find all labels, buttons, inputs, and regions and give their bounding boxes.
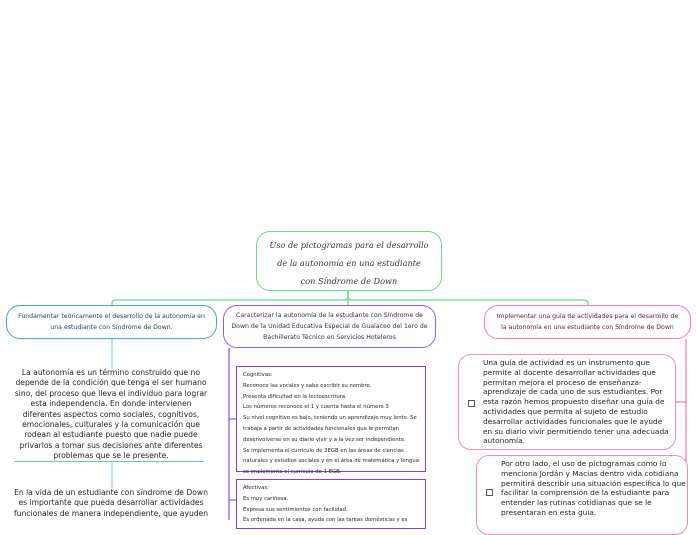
branch-implementar-line-2: la autonomía en una estudiante con Síndrome de Down <box>501 324 674 331</box>
vida-estudiante-text[interactable] <box>14 488 208 519</box>
connector-central-to-right <box>348 296 588 305</box>
cognitivas-line-8: Se implementa el currículo de 3EGB en las áreas de ciencias <box>243 447 404 454</box>
autonomia-line-2: depende de la condición que tenga el ser humano <box>15 378 207 388</box>
branch-caracterizar-line-3: Bachillerato Técnico en Servicios Hoteleros <box>263 334 396 341</box>
autonomia-line-7: rodean al estudiante puesto que nadie puede <box>24 430 198 440</box>
guia-line-6: actividades que permita al sujeto de estudio <box>483 406 648 416</box>
cognitivas-line-4: Los números reconoce el 1 y cuenta hasta el número 3 <box>243 404 389 411</box>
pictogramas-line-1: Por otro lado, el uso de pictogramas como lo <box>501 459 667 468</box>
central-topic[interactable] <box>256 231 442 291</box>
autonomia-line-8: privarlos a tomar sus decisiones ante diferentes <box>19 440 203 450</box>
central-topic-line-1: Uso de pictogramas para el desarrollo <box>269 240 429 250</box>
branch-fundamentar-line-2: una estudiante con Síndrome de Down. <box>50 324 173 331</box>
central-topic-line-3: con Síndrome de Down <box>300 276 398 286</box>
connector-central-to-left <box>112 291 348 305</box>
pictogramas-line-5: entender las rutinas cotidianas que se le <box>501 498 652 508</box>
guia-line-1: Una guía de actividad es un instrumento que <box>483 358 650 367</box>
autonomia-text-underline <box>14 461 204 462</box>
checkbox-icon[interactable] <box>486 489 493 496</box>
autonomia-line-4: esta independencia. En donde intervienen <box>30 399 192 409</box>
pictogramas-line-3: permitirá describir una situación específica lo que <box>501 478 686 488</box>
vida-line-1: En la vida de un estudiante con síndrome de Down <box>14 488 208 497</box>
afectivas-box[interactable] <box>236 479 426 529</box>
autonomia-definition-text[interactable] <box>14 368 208 462</box>
pictogramas-line-4: facilitar la comprensión de la estudiante para <box>501 488 670 498</box>
branch-implementar-line-1: Implementar una guía de actividades para el desarrollo de <box>496 313 679 320</box>
cognitivas-line-7: desenvolverse en su diario vivir y a la vez ser independiente. <box>243 436 406 443</box>
cognitivas-line-6: trabaja a partir de actividades funcionales que le permitan <box>243 425 399 432</box>
checkbox-icon[interactable] <box>468 400 475 407</box>
cognitivas-line-2: Reconoce las vocales y sabe escribir su nombre. <box>243 382 372 389</box>
branch-fundamentar-line-1: Fundamentar teóricamente el desarrollo de la autonomía en <box>18 313 205 320</box>
cognitivas-line-10: se implementa el currículo de 1 EGB. <box>243 469 342 476</box>
autonomia-line-5: diferentes aspectos como sociales, cognitivos, <box>22 409 200 419</box>
guia-actividad-box[interactable] <box>458 354 676 450</box>
cognitivas-box[interactable] <box>236 366 426 476</box>
guia-line-2: permite al docente desarrollar actividades que <box>483 367 656 377</box>
pictogramas-line-2: menciona Jordán y Macías dentro vida cotidiana <box>501 468 679 478</box>
branch-caracterizar[interactable] <box>223 305 436 348</box>
guia-line-8: en su diario vivir permitiendo tener una adecuada <box>483 426 669 436</box>
vida-line-3: funcionales de manera independiente, que ayuden <box>14 508 209 518</box>
afectivas-line-1: Afectivas: <box>243 485 269 491</box>
autonomia-line-3: sino, del proceso que lleva el individuo para lograr <box>14 388 208 398</box>
afectivas-line-2: Es muy cariñosa. <box>243 495 289 502</box>
cognitivas-line-9: naturales y estudios sociales y en el área de matemática y lengua <box>243 458 419 465</box>
pictogramas-box[interactable] <box>476 455 688 535</box>
branch-caracterizar-line-1: Caracterizar la autonomía de la estudiante con Síndrome de <box>236 312 423 319</box>
cognitivas-line-1: Cognitivas: <box>243 372 273 378</box>
autonomia-line-1: La autonomía es un término construido que no <box>21 368 201 377</box>
autonomia-line-9: problemas que se le presente. <box>53 451 169 461</box>
pictogramas-line-6: presentaran en esta guía. <box>501 507 597 517</box>
cognitivas-line-3: Presenta dificultad en la lectoescritura. <box>243 393 347 400</box>
branch-caracterizar-line-2: Down de la Unidad Educativa Especial de Gualaceo del 1ero de <box>231 323 428 330</box>
vida-line-2: es importante que pueda desarrollar actividades <box>18 498 204 508</box>
autonomia-line-6: emocionales, culturales y la comunicación que <box>22 420 200 430</box>
afectivas-line-4: Es ordenada en la casa, ayuda con las tareas domésticas y es <box>243 517 408 524</box>
cognitivas-line-5: Su nivel cognitivo es bajo, teniendo un aprendizaje muy lento. Se <box>243 415 417 422</box>
branch-fundamentar[interactable] <box>6 305 217 339</box>
guia-line-9: autonomía. <box>483 436 525 446</box>
guia-line-3: permitan mejora el proceso de enseñanza- <box>483 377 642 387</box>
guia-line-5: esta razón hemos propuesto diseñar una guía de <box>483 397 665 407</box>
guia-line-7: desarrollar actividades funcionales que le ayude <box>483 416 663 426</box>
afectivas-line-3: Expresa sus sentimientos con facilidad. <box>243 506 348 513</box>
branch-implementar[interactable] <box>484 305 691 339</box>
guia-line-4: aprendizaje de cada uno de sus estudiantes. Por <box>483 387 663 397</box>
central-topic-line-2: de la autonomía en una estudiante <box>277 258 421 268</box>
